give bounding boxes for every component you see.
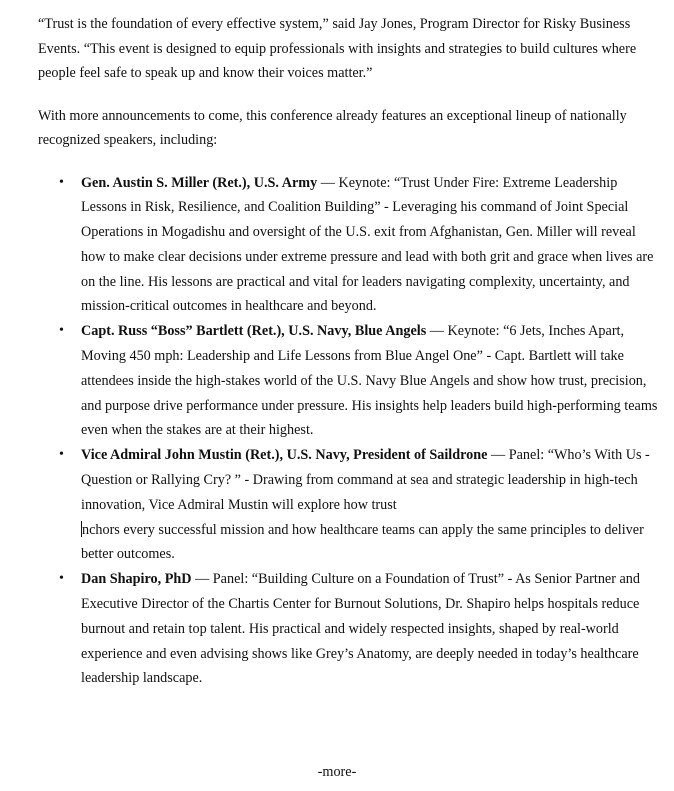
bullet-icon: • [59,447,64,463]
speaker-description: — Panel: “Building Culture on a Foundation of Trust” - As Senior Partner and Executive Director of the Chartis Center for Burnout Solutions, Dr. Shapiro helps hospitals reduce burnout and retain top talent. His practical and widely respected insights, shaped by real-world experience and even advising shows like Grey’s Anatomy, are deeply needed in today’s healthcare leadership landscape. [81,571,640,687]
speaker-name: Dan Shapiro, PhD [81,571,192,588]
speaker-name: Capt. Russ “Boss” Bartlett (Ret.), U.S. Navy, Blue Angels [81,323,427,340]
speaker-item-shapiro [38,567,658,691]
speaker-description: — Keynote: “6 Jets, Inches Apart, Moving 450 mph: Leadership and Life Lessons from Blue Angel One” - Capt. Bartlett will take attendees inside the high-stakes world of the U.S. Navy Blue Angels and show how trust, precision, and purpose drive performance under pressure. His insights help leaders build high-performing teams even when the stakes are at their highest. [81,323,658,439]
speaker-name: Vice Admiral John Mustin (Ret.), U.S. Navy, President of Saildrone [81,447,488,464]
speaker-item-miller [38,171,658,320]
bullet-icon: • [59,323,64,339]
speaker-description-continued: nchors every successful mission and how healthcare teams can apply the same principles to deliver better outcomes. [81,521,644,563]
speaker-item-mustin [38,443,658,567]
speaker-name: Gen. Austin S. Miller (Ret.), U.S. Army [81,174,318,191]
more-indicator: -more- [317,764,357,780]
speaker-description: — Panel: “Who’s With Us - Question or Rallying Cry? ” - Drawing from command at sea and strategic leadership in high-tech innovation, Vice Admiral Mustin will explore how trust [81,447,650,513]
speaker-item-bartlett [38,319,658,443]
bullet-icon: • [59,174,64,190]
intro-quote-paragraph: “Trust is the foundation of every effective system,” said Jay Jones, Program Director for Risky Business Events. “This event is designed to equip professionals with insights and strategies to build cultures where people feel safe to speak up and know their voices matter.” [38,16,637,81]
document-page [38,12,658,691]
speaker-description: — Keynote: “Trust Under Fire: Extreme Leadership Lessons in Risk, Resilience, and Coalition Building” - Leveraging his command of Joint Special Operations in Mogadishu and oversight of the U.S. exit from Afghanistan, Gen. Miller will reveal how to make clear decisions under extreme pressure and lead with both grit and grace when lives are on the line. His lessons are practical and vital for leaders navigating complexity, uncertainty, and mission-critical outcomes in healthcare and beyond. [81,174,654,315]
lineup-paragraph: With more announcements to come, this conference already features an exceptional lineup of nationally recognized speakers, including: [38,107,627,148]
speaker-list [38,171,658,692]
bullet-icon: • [59,571,64,587]
